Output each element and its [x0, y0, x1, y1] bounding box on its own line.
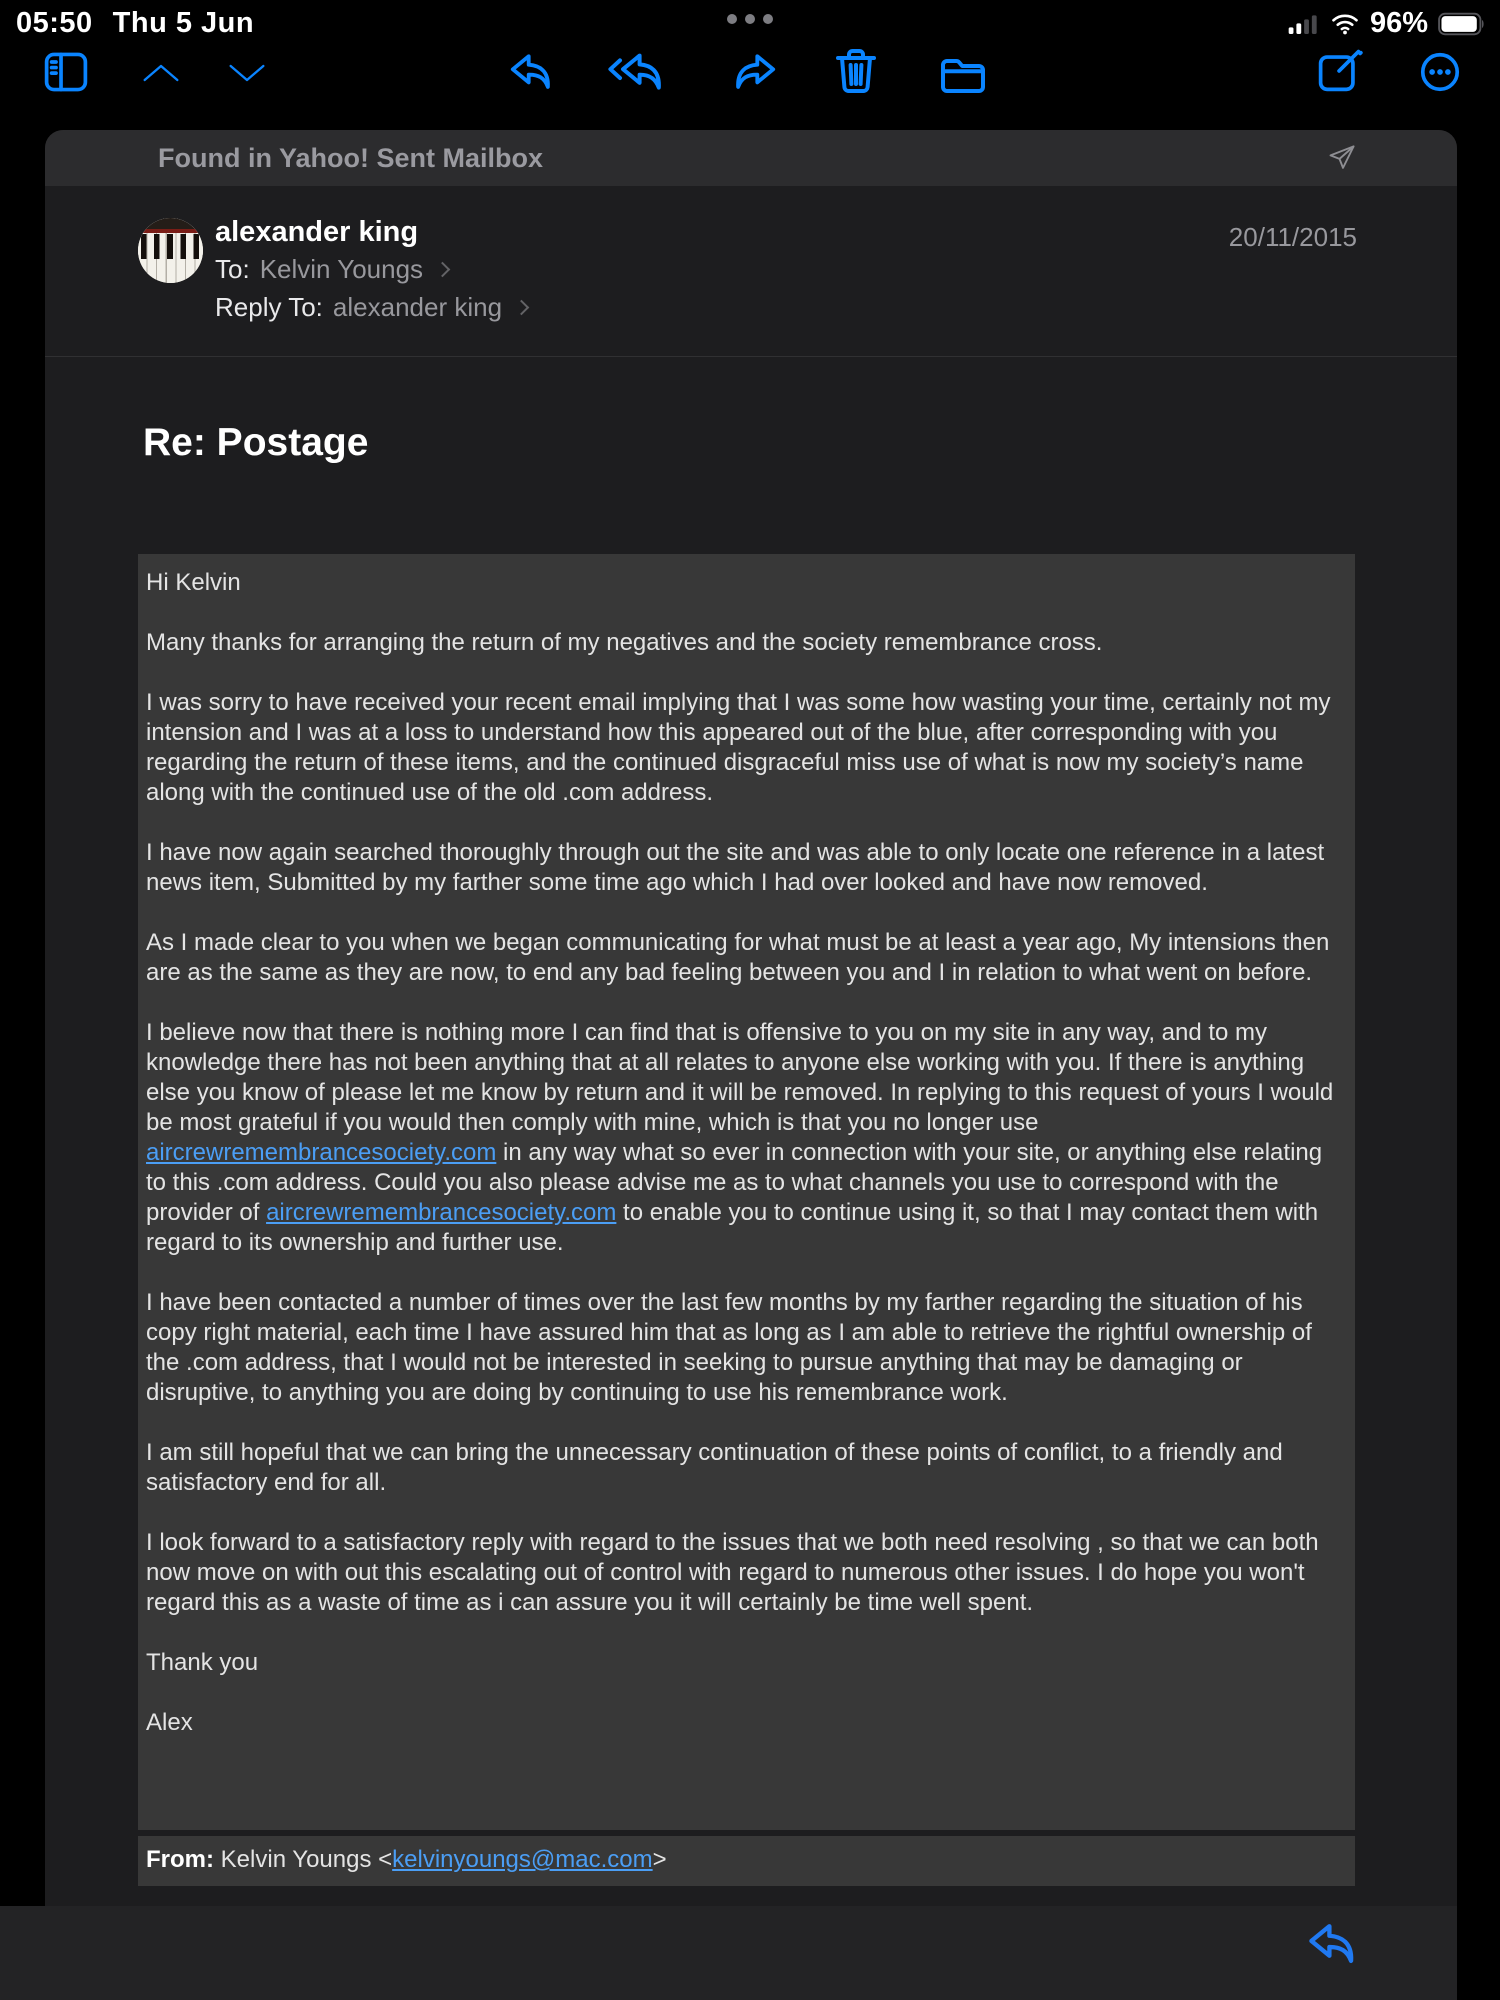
- body-text: As I made clear to you when we began communicating for what must be at least a year ago, My intensions then are as the same as they are now, to end any bad feeling between you and I in relation to what went on before.: [146, 929, 1330, 986]
- bottom-bar: [0, 1906, 1457, 2000]
- body-text: Hi Kelvin: [146, 569, 241, 596]
- wifi-icon: [1330, 12, 1360, 35]
- link-aircrewremembrancesociety-com[interactable]: aircrewremembrancesociety.com: [266, 1199, 617, 1226]
- body-paragraph: [146, 838, 1345, 898]
- body-text: I was sorry to have received your recent email implying that I was some how wasting your time, certainly not my intension and I was at a loss to understand how this appeared out of the blue, after corresponding with you regarding the return of these items, and the continued disgraceful miss use of what is now my society’s name along with the continued use of the old .com address.: [146, 689, 1331, 806]
- forward-icon[interactable]: [732, 50, 778, 94]
- body-text: I believe now that there is nothing more I can find that is offensive to you on my site in any way, and to my knowledge there has not been anything that at all relates to anyone else working with you. If there is anything else you know of please let me know by return and it will be removed. In replying to this request of yours I would be most grateful if you would then comply with mine, which is that you no longer use: [146, 1019, 1334, 1136]
- body-paragraph: [146, 688, 1345, 808]
- body-paragraph: [146, 1708, 1345, 1738]
- body-text: Many thanks for arranging the return of my negatives and the society remembrance cross.: [146, 629, 1103, 656]
- more-options-icon[interactable]: [1418, 50, 1462, 94]
- sent-plane-icon: [1327, 143, 1357, 173]
- banner-text: Found in Yahoo! Sent Mailbox: [158, 142, 544, 173]
- body-text: Alex: [146, 1709, 193, 1736]
- body-paragraph: [146, 928, 1345, 988]
- link-aircrewremembrancesociety-com[interactable]: aircrewremembrancesociety.com: [146, 1139, 497, 1166]
- body-paragraph: [146, 628, 1345, 658]
- reply-all-icon[interactable]: [606, 50, 666, 94]
- folder-icon[interactable]: [938, 56, 988, 96]
- body-paragraph: [146, 1648, 1345, 1678]
- body-text: I am still hopeful that we can bring the unnecessary continuation of these points of conflict, to a friendly and satisfactory end for all.: [146, 1439, 1283, 1496]
- body-text: I have now again searched thoroughly through out the site and was able to only locate one reference in a latest news item, Submitted by my farther some time ago which I had over looked and have now removed.: [146, 839, 1325, 896]
- cellular-signal-icon: [1288, 13, 1320, 35]
- status-bar: [0, 0, 1500, 38]
- body-text: in any way what so ever in connection with your site, or anything else relating to this .com address. Could you also please advise me as to what channels you use to correspond with the provider of: [146, 1139, 1323, 1226]
- from-label: From:: [146, 1846, 214, 1873]
- reply-to-value: alexander king: [332, 292, 503, 322]
- message-header: [45, 186, 1457, 357]
- to-value: Kelvin Youngs: [259, 254, 424, 284]
- email-body: [138, 554, 1355, 1830]
- subject-line: Re: Postage: [143, 421, 369, 464]
- reply-icon[interactable]: [1306, 1920, 1358, 1968]
- chevron-right-icon: [435, 261, 451, 277]
- battery-percent: 96%: [1369, 7, 1428, 39]
- quoted-from-line: [138, 1836, 1355, 1886]
- body-text: I look forward to a satisfactory reply with regard to the issues that we both need resolving , so that we can both now move on with out this escalating out of control with regard to numerous other issues. I do hope you won't regard this as a waste of time as i can assure you it will certainly be time well spent.: [146, 1529, 1319, 1616]
- reply-icon[interactable]: [508, 50, 554, 94]
- to-label: To:: [215, 254, 250, 284]
- trash-icon[interactable]: [834, 46, 878, 96]
- status-date: Thu 5 Jun: [112, 7, 255, 39]
- reply-to-row[interactable]: [215, 288, 527, 326]
- body-paragraph: [146, 1528, 1345, 1618]
- from-name: Kelvin Youngs <: [214, 1846, 393, 1873]
- to-row[interactable]: [215, 250, 527, 288]
- reply-to-label: Reply To:: [215, 292, 323, 322]
- battery-icon: [1438, 12, 1486, 36]
- body-paragraph: [146, 1018, 1345, 1258]
- status-time: 05:50: [16, 7, 93, 39]
- message-view: [45, 130, 1457, 1906]
- body-paragraph: [146, 568, 1345, 598]
- compose-icon[interactable]: [1316, 46, 1364, 94]
- body-text: to enable you to continue using it, so that I may contact them with regard to its ownership and further use.: [146, 1199, 1319, 1256]
- message-date: 20/11/2015: [1228, 222, 1357, 252]
- sender-name[interactable]: alexander king: [215, 216, 419, 248]
- multitasking-dots-icon[interactable]: [0, 14, 1500, 24]
- body-text: Thank you: [146, 1649, 259, 1676]
- next-message-icon[interactable]: [226, 60, 268, 86]
- mail-toolbar: [0, 36, 1500, 118]
- body-paragraph: [146, 1438, 1345, 1498]
- body-text: I have been contacted a number of times over the last few months by my farther regarding the situation of his copy right material, each time I have assured him that as long as I am able to retrieve the rightful ownership of the .com address, that I would not be interested in seeking to pursue anything that may be damaging or disruptive, to anything you are doing by continuing to use his remembrance work.: [146, 1289, 1312, 1406]
- previous-message-icon[interactable]: [140, 60, 182, 86]
- mailbox-banner: [45, 130, 1457, 186]
- sidebar-toggle-icon[interactable]: [42, 48, 90, 96]
- body-paragraph: [146, 1288, 1345, 1408]
- chevron-right-icon: [514, 299, 530, 315]
- sender-avatar[interactable]: [138, 218, 203, 283]
- from-email-link[interactable]: kelvinyoungs@mac.com: [392, 1846, 653, 1873]
- from-close: >: [652, 1846, 667, 1873]
